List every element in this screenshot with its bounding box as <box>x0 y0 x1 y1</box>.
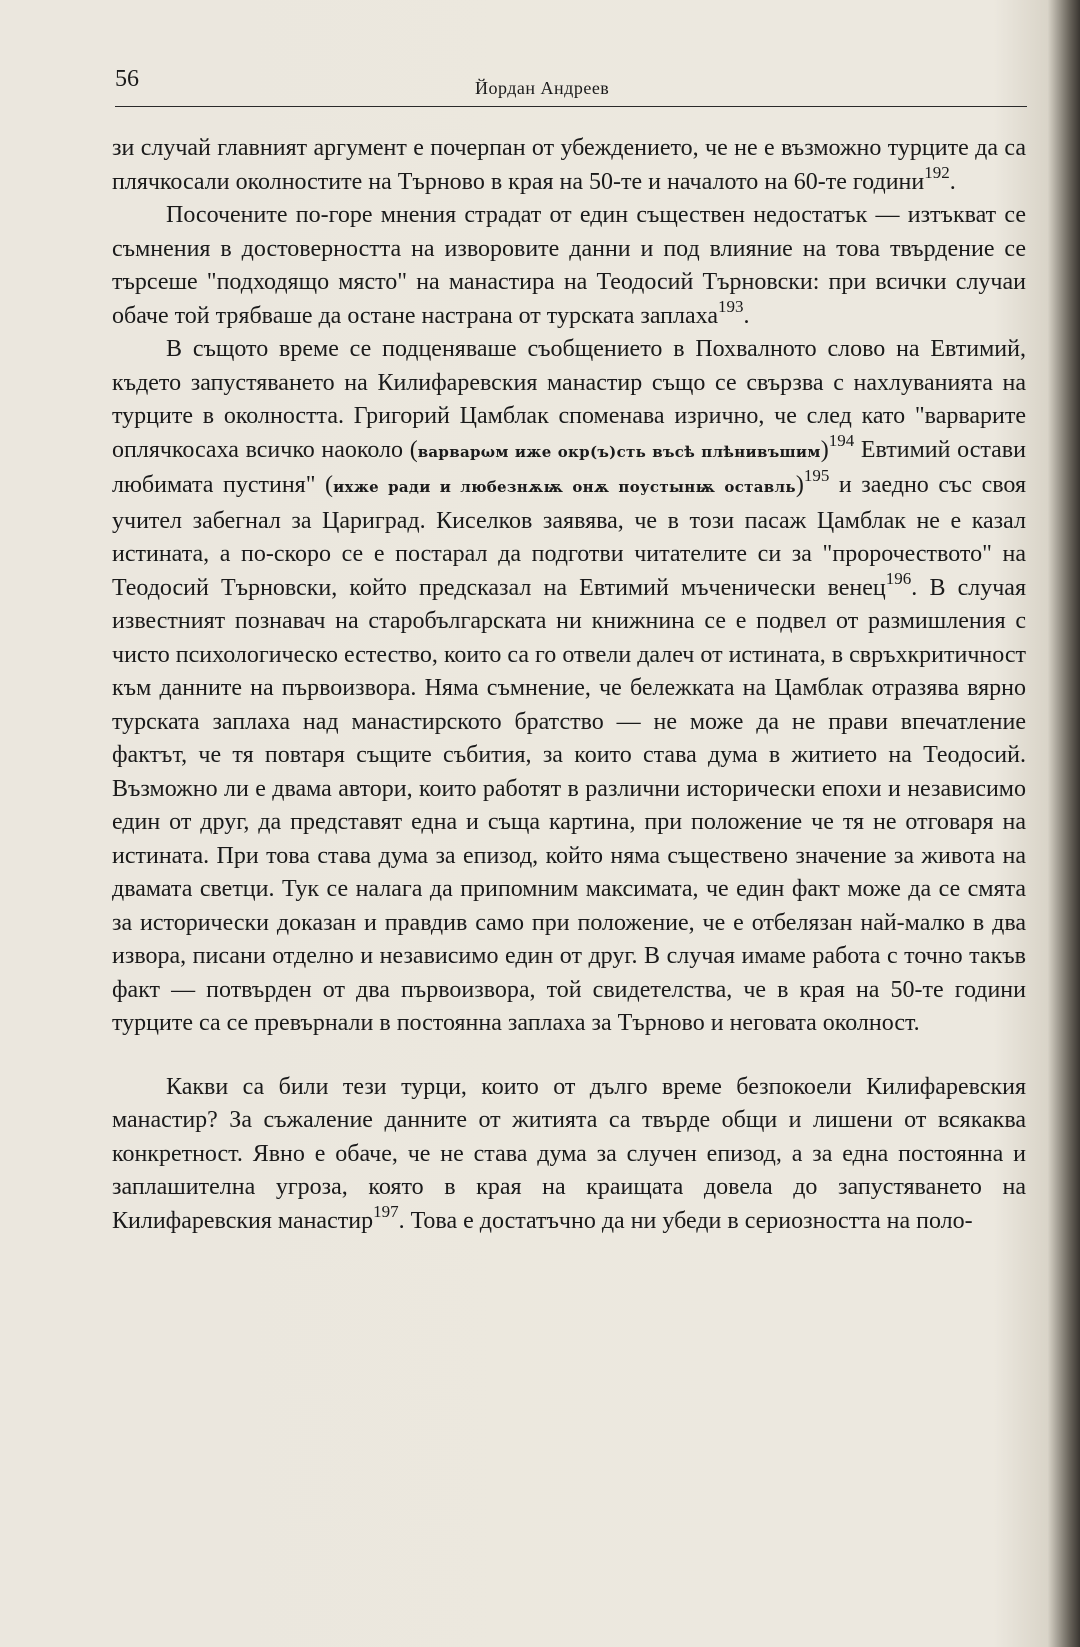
text-run: ) <box>795 472 804 498</box>
footnote-ref: 192 <box>924 162 950 182</box>
text-run: и заедно със своя учител забегнал за Цариград. Киселков заявява, че в този пасаж Цамблак не е казал истината, а по-скоро се е постарал да подготви читателите си за "пророчеството" на Теодосий Търновски, който предсказал на Евтимий мъченически венец <box>112 472 1027 601</box>
text-run: . В случая известният познавач на старобългарската ни книжнина се е подвел от размишления с чисто психологическо естество, които са го отвели далеч от истината, в свръхкритичност към данните на първоизвора. Няма съмнение, че бележката на Цамблак отразява вярно турската заплаха над манастирското братство — не може да не прави впечатление фактът, че тя повтаря същите събития, за които става дума в житието на Теодосий. Възможно ли е двама автори, които работят в различни исторически епохи и независимо един от друг, да представят една и съща картина, при положение че тя не отговаря на истината. При това става дума за епизод, който няма съществено значение за живота на двамата светци. Тук се налага да припомним максимата, че един факт може да се смята за исторически доказан и правдив само при положение, че е отбелязан най-малко в два извора, писани отделно и независимо един от друг. В случая имаме работа с точно такъв факт — потвърден от два първоизвора, той свидетелства, че в края на 50-те години турците са се превърнали в постоянна заплаха за Търново и неговата околност. <box>112 574 1026 1036</box>
running-head: Йордан Андреев <box>475 78 610 98</box>
text-run: . Това е достатъчно да ни убеди в сериозността на поло- <box>398 1207 973 1234</box>
text-run: Какви са били тези турци, които от дълго време безпокоели Килифаревския манастир? За съжаление данните от житията са твърде общи и лишени от всякаква конкретност. Явно е обаче, че не става дума за случен епизод, а за една постоянна и заплашителна угроза, която в края на краищата довела до запустяването на Килифаревския манастир <box>112 1073 1026 1234</box>
paragraph <box>112 1071 1026 1239</box>
paragraph <box>112 132 1026 199</box>
page-number: 56 <box>115 66 139 92</box>
footnote-ref: 196 <box>885 568 912 588</box>
text-run: В същото време се подценяваше съобщението в Похвалното слово на Евтимий, където запустяването на Килифаревския манастир също се свързва с нахлуванията на турците в околността. Григорий Цамблак споменава изрично, че след като "варварите оплячкосаха всичко наоколо ( <box>112 336 1026 463</box>
text-run: Посочените по-горе мнения страдат от един съществен недостатък — изтъкват се съмнения в достоверността на изворовите данни и под влияние на това твърдение се търсеше "подходящо място" на манастира на Теодосий Търновски: при всички случаи обаче той трябваше да остане настрана от турската заплаха <box>112 202 1026 329</box>
text-run: зи случай главният аргумент е почерпан от убеждението, че не е възможно турците да са плячкосали околностите на Търново в края на 50-те и началото на 60-те години <box>112 135 1026 195</box>
text-run: . <box>949 168 956 195</box>
page-header <box>115 66 1027 107</box>
slavonic-quote: варварωм иже окр(ъ)сть въсѣ плѣнивъшим <box>417 442 821 461</box>
footnote-ref: 194 <box>828 430 855 450</box>
body-text <box>112 132 1026 1238</box>
slavonic-quote: ихже ради и любезнѫѭ онѫ поустынѭ оставль <box>333 478 796 496</box>
text-run: Евтимий остави любимата пустиня" ( <box>112 436 1026 498</box>
footnote-ref: 195 <box>803 466 830 485</box>
paragraph <box>112 333 1026 1041</box>
text-run: . <box>743 302 750 329</box>
footnote-ref: 197 <box>373 1201 399 1221</box>
paragraph <box>112 199 1026 333</box>
text-run: ) <box>820 436 829 463</box>
footnote-ref: 193 <box>717 296 744 316</box>
